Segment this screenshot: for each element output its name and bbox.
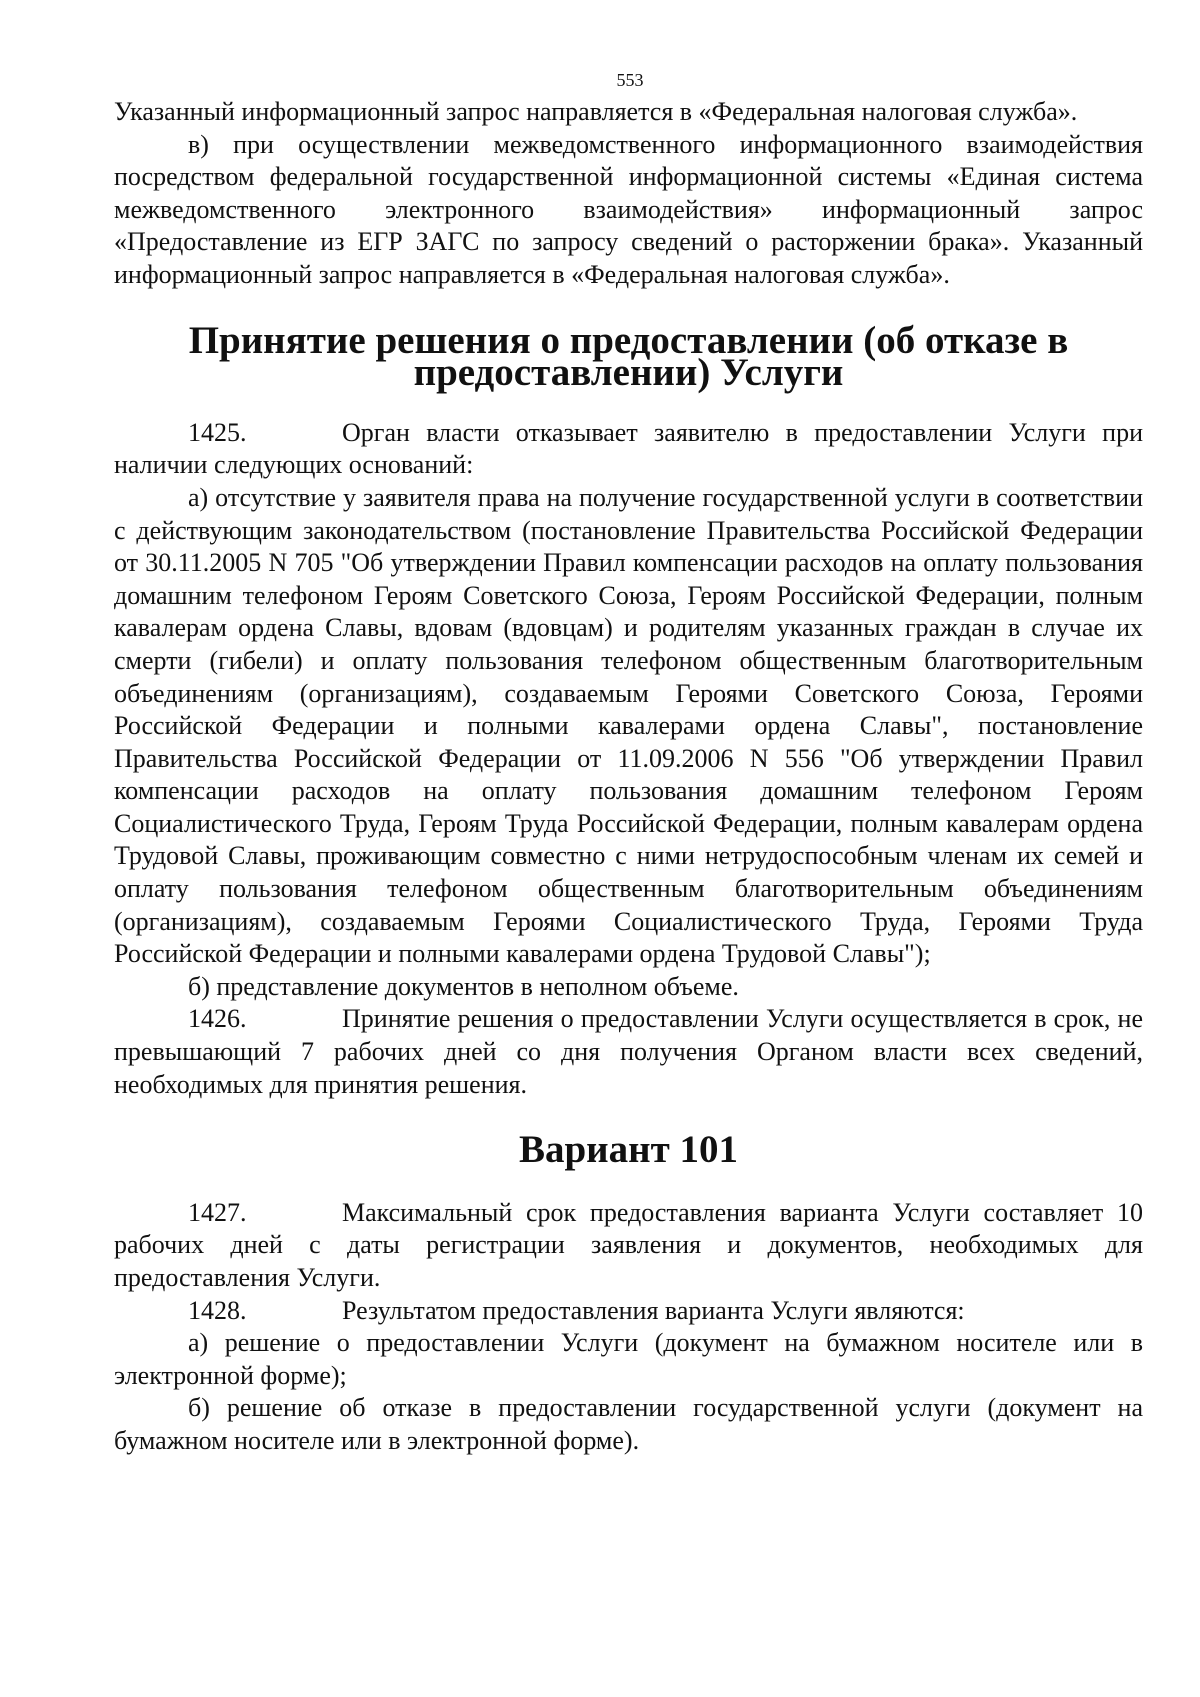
paragraph-1425 bbox=[114, 417, 1143, 482]
document-body bbox=[114, 96, 1143, 1458]
paragraph-1428-a: а) решение о предоставлении Услуги (документ на бумажном носителе или в электронной форме); bbox=[114, 1328, 1143, 1390]
paragraph-1425-a: а) отсутствие у заявителя права на получение государственной услуги в соответствии с действующим законодательством (постановление Правительства Российской Федерации от 30.11.2005 N 705 "Об утверждении Правил компенсации расходов на оплату пользования домашним телефоном Героям Советского Союза, Героям Российской Федерации, полным кавалерам ордена Славы, вдовам (вдовцам) и родителям указанных граждан в случае их смерти (гибели) и оплату пользования телефоном общественным благотворительным объединениям (организациям), создаваемым Героями Советского Союза, Героями Российской Федерации и полными кавалерами ордена Славы", постановление Правительства Российской Федерации от 11.09.2006 N 556 "Об утверждении Правил компенсации расходов на оплату пользования домашним телефоном Героям Социалистического Труда, Героям Труда Российской Федерации, полным кавалерам ордена Трудовой Славы, проживающим совместно с ними нетрудоспособным членам их семей и оплату пользования телефоном общественным благотворительным объединениям (организациям), создаваемым Героями Социалистического Труда, Героями Труда Российской Федерации и полными кавалерами ордена Трудовой Славы"); bbox=[114, 482, 1143, 969]
section-heading-variant: Вариант 101 bbox=[518, 1128, 739, 1172]
paragraph-1428-b: б) решение об отказе в предоставлении государственной услуги (документ на бумажном носителе или в электронной форме). bbox=[114, 1393, 1143, 1455]
item-text-1426: Принятие решения о предоставлении Услуги осуществляется в срок, не превышающий 7 рабочих дней со дня получения Органом власти всех сведений, необходимых для принятия решения. bbox=[114, 1004, 1143, 1099]
item-text-1425: Орган власти отказывает заявителю в предоставлении Услуги при наличии следующих оснований: bbox=[114, 417, 1143, 480]
paragraph-1426 bbox=[114, 1003, 1143, 1101]
paragraph-1425-b: б) представление документов в неполном объеме. bbox=[188, 971, 739, 1001]
paragraph-request-fns: Указанный информационный запрос направляется в «Федеральная налоговая служба». bbox=[114, 97, 1078, 126]
item-number-1428: 1428. bbox=[188, 1295, 247, 1325]
item-text-1427: Максимальный срок предоставления варианта Услуги составляет 10 рабочих дней с даты регистрации заявления и документов, необходимых для предоставления Услуги. bbox=[114, 1197, 1143, 1292]
item-text-1428: Результатом предоставления варианта Услуги являются: bbox=[342, 1295, 965, 1325]
item-number-1427: 1427. bbox=[188, 1197, 247, 1227]
section-heading-decision: Принятие решения о предоставлении (об отказе в предоставлении) Услуги bbox=[188, 318, 1069, 395]
item-number-1426: 1426. bbox=[188, 1004, 247, 1034]
paragraph-1427 bbox=[114, 1197, 1143, 1295]
item-number-1425: 1425. bbox=[188, 417, 247, 447]
page-number: 553 bbox=[616, 70, 644, 90]
paragraph-item-v: в) при осуществлении межведомственного информационного взаимодействия посредством федеральной государственной информационной системы «Единая система межведомственного электронного взаимодействия» информационный запрос «Предоставление из ЕГР ЗАГС по запросу сведений о расторжении брака». Указанный информационный запрос направляется в «Федеральная налоговая служба». bbox=[114, 129, 1143, 289]
paragraph-1428 bbox=[114, 1295, 1143, 1328]
